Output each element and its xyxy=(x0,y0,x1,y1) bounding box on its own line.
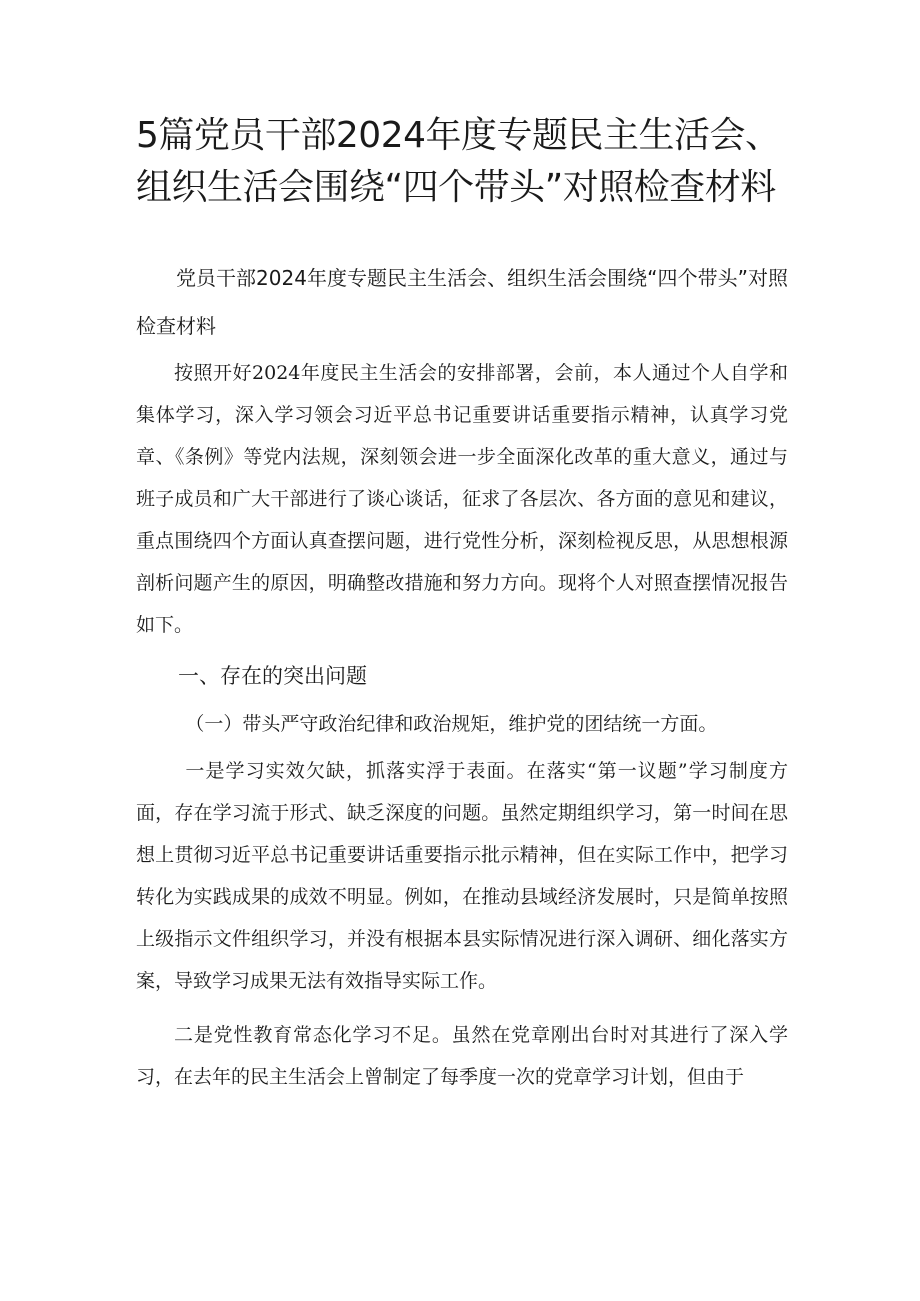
subsection-heading: （一）带头严守政治纪律和政治规矩，维护党的团结统一方面。 xyxy=(185,713,718,735)
document-title: 5篇党员干部2024年度专题民主生活会、组织生活会围绕“四个带头”对照检查材料 xyxy=(136,115,781,208)
intro-paragraph: 按照开好2024年度民主生活会的安排部署，会前，本人通过个人自学和集体学习，深入学习领会习近平总书记重要讲话重要指示精神，认真学习党章、《条例》等党内法规，深刻领会进一步全面深化改革的重大意义，通过与班子成员和广大干部进行了谈心谈话，征求了各层次、各方面的意见和建议，重点围绕四个方面认真查摆问题，进行党性分析，深刻检视反思，从思想根源剖析问题产生的原因，明确整改措施和努力方向。现将个人对照查摆情况报告如下。 xyxy=(136,362,788,636)
document-body xyxy=(136,254,788,1098)
point-two-paragraph: 二是党性教育常态化学习不足。虽然在党章刚出台时对其进行了深入学习，在去年的民主生活会上曾制定了每季度一次的党章学习计划，但由于 xyxy=(136,1024,788,1088)
section-heading: 一、存在的突出问题 xyxy=(178,664,367,688)
point-one-paragraph: 一是学习实效欠缺，抓落实浮于表面。在落实“第一议题”学习制度方面，存在学习流于形式、缺乏深度的问题。虽然定期组织学习，第一时间在思想上贯彻习近平总书记重要讲话重要指示批示精神，但在实际工作中，把学习转化为实践成果的成效不明显。例如，在推动县域经济发展时，只是简单按照上级指示文件组织学习，并没有根据本县实际情况进行深入调研、细化落实方案，导致学习成果无法有效指导实际工作。 xyxy=(136,760,788,992)
document-subtitle: 党员干部2024年度专题民主生活会、组织生活会围绕“四个带头”对照检查材料 xyxy=(136,266,788,338)
